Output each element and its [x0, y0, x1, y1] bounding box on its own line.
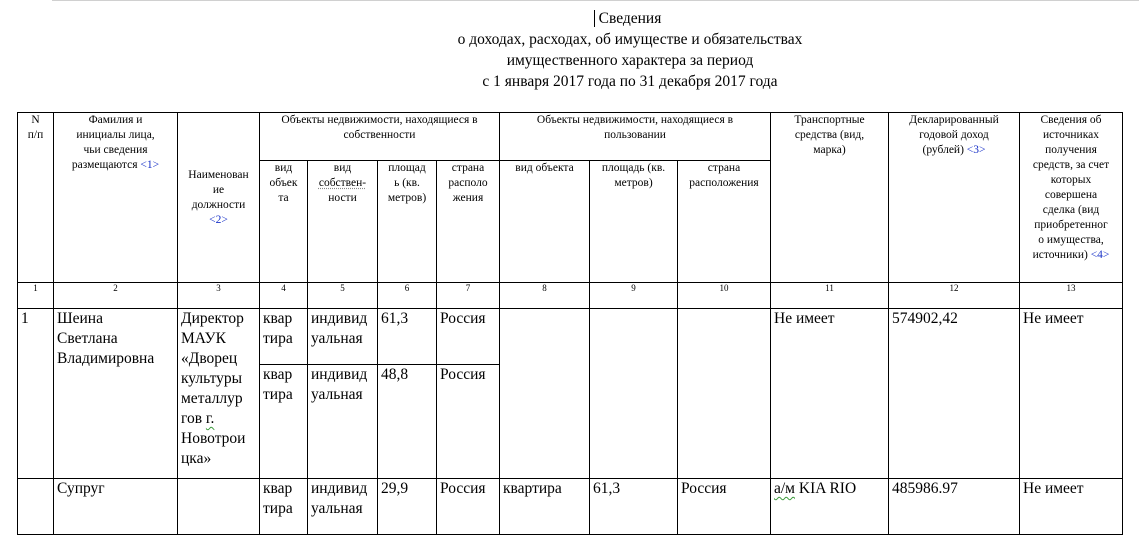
column-number: 4 [260, 283, 308, 309]
footnote-ref-1[interactable]: <1> [140, 159, 160, 171]
person-position: Директор МАУК «Дворец культуры металлур гов г. Новотрои цка» [178, 309, 260, 479]
header-position: Наименован ие должности <2> [178, 113, 260, 283]
person-name: Супруг [54, 479, 178, 535]
own-area: 29,9 [378, 479, 437, 535]
use-object-type [500, 309, 590, 479]
use-area [590, 309, 678, 479]
header-sources: Сведения об источниках получения средств, за счет которых совершена сделка (вид приобретенног о имущества, источники) <4> [1020, 113, 1123, 283]
column-number: 10 [678, 283, 771, 309]
header-own-ownership-kind: вид собствен- ности [308, 161, 378, 283]
person-position [178, 479, 260, 535]
header-use-area: площадь (кв. метров) [590, 161, 678, 283]
own-country: Россия [437, 365, 500, 479]
funding-sources: Не имеет [1020, 479, 1123, 535]
header-owned-property: Объекты недвижимости, находящиеся в собственности [260, 113, 500, 161]
header-transport: Транспортные средства (вид, марка) [771, 113, 889, 283]
header-own-object-type: вид объек та [260, 161, 308, 283]
use-country: Россия [678, 479, 771, 535]
person-name: Шеина Светлана Владимировна [54, 309, 178, 479]
column-number: 12 [889, 283, 1020, 309]
header-income: Декларированный годовой доход (рублей) <3> [889, 113, 1020, 283]
footnote-ref-3[interactable]: <3> [966, 144, 986, 156]
header-row-1 [18, 113, 1123, 161]
header-used-property: Объекты недвижимости, находящиеся в пользовании [500, 113, 771, 161]
title-line-3: имущественного характера за период [506, 52, 754, 69]
column-number: 6 [378, 283, 437, 309]
own-country: Россия [437, 479, 500, 535]
table-row [18, 479, 1123, 535]
own-object-type: квар тира [260, 365, 308, 479]
column-number: 5 [308, 283, 378, 309]
column-number: 8 [500, 283, 590, 309]
title-line-2: о доходах, расходах, об имуществе и обязательствах [457, 31, 803, 48]
header-use-object-type: вид объекта [500, 161, 590, 283]
declared-income: 485986.97 [889, 479, 1020, 535]
header-own-country: страна располо жения [437, 161, 500, 283]
row-number [18, 479, 54, 535]
own-object-type: квар тира [260, 479, 308, 535]
use-area: 61,3 [590, 479, 678, 535]
transport: а/м KIA RIO [771, 479, 889, 535]
table-row [18, 309, 1123, 365]
transport: Не имеет [771, 309, 889, 479]
own-country: Россия [437, 309, 500, 365]
column-number: 2 [54, 283, 178, 309]
footnote-ref-4[interactable]: <4> [1090, 249, 1110, 261]
header-full-name: Фамилия и инициалы лица, чьи сведения размещаются <1> [54, 113, 178, 283]
column-number: 3 [178, 283, 260, 309]
use-object-type: квартира [500, 479, 590, 535]
column-number: 1 [18, 283, 54, 309]
header-use-country: страна расположения [678, 161, 771, 283]
document-title [420, 8, 840, 92]
row-number: 1 [18, 309, 54, 479]
own-area: 48,8 [378, 365, 437, 479]
declared-income: 574902,42 [889, 309, 1020, 479]
column-number: 13 [1020, 283, 1123, 309]
declaration-table [17, 112, 1123, 535]
use-country [678, 309, 771, 479]
header-own-area: площад ь (кв. метров) [378, 161, 437, 283]
column-number: 11 [771, 283, 889, 309]
own-area: 61,3 [378, 309, 437, 365]
title-line-1: Сведения [420, 8, 840, 29]
column-numbers-row [18, 283, 1123, 309]
footnote-ref-2[interactable]: <2> [209, 214, 228, 226]
own-ownership-kind: индивид уальная [308, 365, 378, 479]
column-number: 7 [437, 283, 500, 309]
own-object-type: квар тира [260, 309, 308, 365]
column-number: 9 [590, 283, 678, 309]
header-number: N п/п [18, 113, 54, 283]
title-line-4: с 1 января 2017 года по 31 декабря 2017 года [482, 73, 778, 90]
funding-sources: Не имеет [1020, 309, 1123, 479]
own-ownership-kind: индивид уальная [308, 309, 378, 365]
page-top-border [52, 0, 1139, 1]
own-ownership-kind: индивид уальная [308, 479, 378, 535]
